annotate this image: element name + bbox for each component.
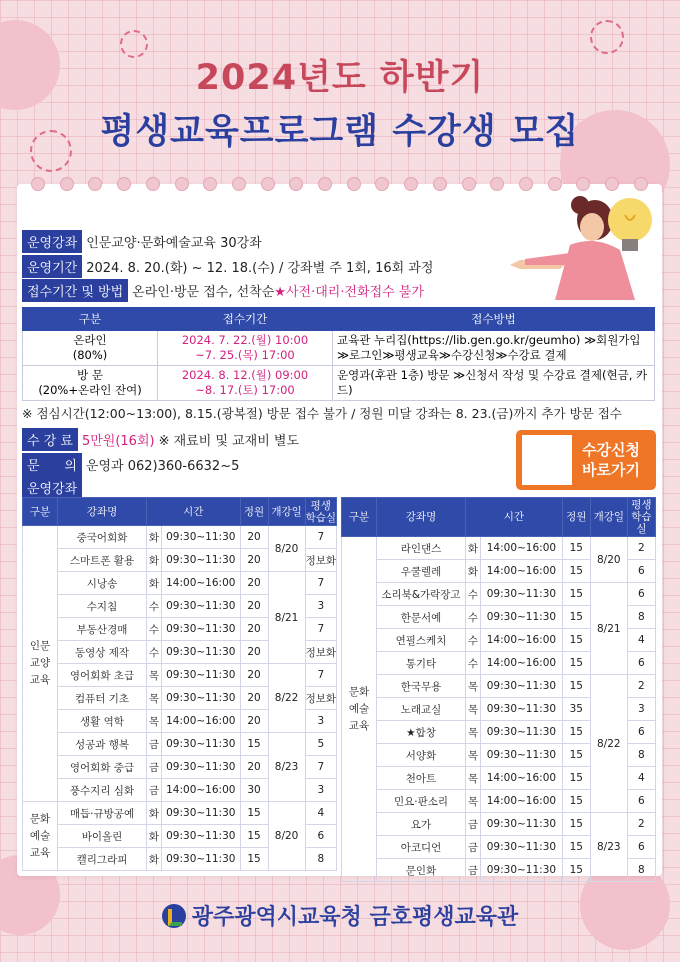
course-name: 부동산경매 (58, 618, 147, 641)
course-name: 한국무용 (377, 675, 466, 698)
course-capacity: 35 (562, 698, 590, 721)
course-room: 4 (627, 767, 655, 790)
schedule-header: 평생 학습실 (627, 498, 655, 537)
info-period-row (22, 255, 433, 278)
course-day: 화 (147, 825, 162, 848)
course-day: 목 (147, 710, 162, 733)
course-day: 금 (466, 836, 481, 859)
course-time: 09:30~11:30 (481, 859, 563, 882)
apply-shortcut-line2: 바로가기 (582, 461, 640, 479)
course-start-date: 8/22 (268, 664, 305, 733)
course-name: 풍수지리 심화 (58, 779, 147, 802)
course-day: 화 (147, 802, 162, 825)
course-start-date: 8/23 (268, 733, 305, 802)
course-room: 7 (305, 526, 336, 549)
schedule-header: 구분 (23, 498, 58, 526)
course-room: 6 (627, 583, 655, 606)
course-capacity: 15 (562, 606, 590, 629)
course-room: 6 (627, 721, 655, 744)
course-time: 09:30~11:30 (481, 698, 563, 721)
course-room: 8 (305, 848, 336, 871)
course-day: 목 (466, 767, 481, 790)
course-name: 노래교실 (377, 698, 466, 721)
table-row (342, 583, 656, 606)
course-day: 수 (466, 652, 481, 675)
course-capacity: 15 (562, 560, 590, 583)
course-start-date: 8/23 (590, 813, 627, 882)
course-room: 6 (627, 790, 655, 813)
course-time: 09:30~11:30 (162, 687, 241, 710)
course-room: 4 (627, 629, 655, 652)
schedule-header: 시간 (147, 498, 241, 526)
course-capacity: 20 (240, 549, 268, 572)
table-row (23, 733, 337, 756)
course-room: 정보화 (305, 641, 336, 664)
apply-period: 2024. 8. 12.(월) 09:00 ~8. 17.(토) 17:00 (158, 366, 333, 401)
course-time: 09:30~11:30 (162, 733, 241, 756)
course-start-date: 8/21 (590, 583, 627, 675)
course-room: 정보화 (305, 549, 336, 572)
decor-dotted-circle (590, 20, 624, 54)
apply-header: 접수방법 (333, 308, 655, 331)
method-tag: 접수기간 및 방법 (22, 279, 128, 302)
course-room: 3 (305, 710, 336, 733)
course-day: 목 (466, 790, 481, 813)
course-name: 동영상 제작 (58, 641, 147, 664)
course-name: 요가 (377, 813, 466, 836)
course-time: 09:30~11:30 (481, 813, 563, 836)
course-day: 화 (147, 848, 162, 871)
course-time: 09:30~11:30 (162, 756, 241, 779)
course-capacity: 15 (240, 733, 268, 756)
course-day: 수 (466, 583, 481, 606)
course-capacity: 15 (240, 802, 268, 825)
table-row (342, 813, 656, 836)
course-time: 09:30~11:30 (481, 836, 563, 859)
course-name: 매듭·규방공예 (58, 802, 147, 825)
course-capacity: 30 (240, 779, 268, 802)
contact-row (22, 453, 239, 476)
course-day: 목 (466, 675, 481, 698)
course-category: 인문 교양 교육 (23, 526, 58, 802)
course-room: 6 (627, 836, 655, 859)
course-name: 서양화 (377, 744, 466, 767)
course-start-date: 8/20 (268, 526, 305, 572)
course-time: 09:30~11:30 (162, 825, 241, 848)
course-time: 09:30~11:30 (481, 744, 563, 767)
course-name: 시낭송 (58, 572, 147, 595)
course-name: 아코디언 (377, 836, 466, 859)
education-office-logo-icon (162, 904, 186, 928)
course-capacity: 15 (562, 537, 590, 560)
course-table-left (22, 497, 337, 871)
course-table-right (341, 497, 656, 882)
course-name: 캘리그라피 (58, 848, 147, 871)
fee-value: 5만원(16회) (81, 434, 155, 449)
course-time: 09:30~11:30 (481, 675, 563, 698)
method-warning: ★사전·대리·전화접수 불가 (274, 285, 424, 300)
apply-shortcut-line1: 수강신청 (582, 441, 640, 459)
course-time: 14:00~16:00 (481, 560, 563, 583)
table-row (23, 572, 337, 595)
apply-method: 교육관 누리집(https://lib.gen.go.kr/geumho) ≫회원가입 ≫로그인≫평생교육≫수강신청≫수강료 결제 (333, 331, 655, 366)
fee-extra: ※ 재료비 및 교재비 별도 (158, 434, 300, 449)
course-room: 3 (627, 698, 655, 721)
schedule-header: 정원 (562, 498, 590, 537)
apply-type: 방 문 (20%+온라인 잔여) (23, 366, 158, 401)
schedule-header: 평생 학습실 (305, 499, 336, 524)
course-time: 09:30~11:30 (162, 595, 241, 618)
course-room: 2 (627, 813, 655, 836)
application-table (22, 307, 655, 401)
table-row (23, 331, 655, 366)
schedule-header: 강좌명 (58, 498, 147, 526)
table-row (23, 664, 337, 687)
course-day: 목 (466, 744, 481, 767)
course-time: 14:00~16:00 (162, 572, 241, 595)
course-capacity: 15 (562, 813, 590, 836)
course-capacity: 15 (240, 848, 268, 871)
course-day: 목 (147, 664, 162, 687)
course-room: 7 (305, 618, 336, 641)
course-name: 통기타 (377, 652, 466, 675)
course-name: 중국어회화 (58, 526, 147, 549)
course-day: 금 (147, 779, 162, 802)
contact-tag: 문 의 (22, 453, 82, 476)
fee-row (22, 428, 299, 451)
course-day: 목 (466, 698, 481, 721)
course-room: 8 (627, 859, 655, 882)
course-capacity: 20 (240, 526, 268, 549)
apply-shortcut-label (582, 440, 640, 480)
info-method-row (22, 279, 424, 302)
course-room: 2 (627, 537, 655, 560)
course-capacity: 20 (240, 595, 268, 618)
course-category: 문화 예술 교육 (342, 537, 377, 882)
course-start-date: 8/21 (268, 572, 305, 664)
course-room: 7 (305, 756, 336, 779)
course-room: 4 (305, 802, 336, 825)
course-room: 3 (305, 779, 336, 802)
course-name: 바이올린 (58, 825, 147, 848)
course-time: 09:30~11:30 (481, 721, 563, 744)
title-main: 평생교육프로그램 수강생 모집 (100, 112, 580, 152)
course-name: 스마트폰 활용 (58, 549, 147, 572)
course-time: 14:00~16:00 (481, 652, 563, 675)
schedule-header: 정원 (240, 498, 268, 526)
course-day: 화 (147, 572, 162, 595)
course-day: 금 (147, 756, 162, 779)
course-capacity: 15 (562, 836, 590, 859)
notice-text: ※ 점심시간(12:00~13:00), 8.15.(광복절) 방문 접수 불가 / 정원 미달 강좌는 8. 23.(금)까지 추가 방문 접수 (22, 406, 622, 421)
course-time: 09:30~11:30 (481, 583, 563, 606)
course-day: 수 (147, 618, 162, 641)
course-name: 영어회화 중급 (58, 756, 147, 779)
schedule-header: 구분 (342, 498, 377, 537)
course-capacity: 20 (240, 572, 268, 595)
course-name: ★합창 (377, 721, 466, 744)
course-name: 민요·판소리 (377, 790, 466, 813)
course-capacity: 15 (562, 583, 590, 606)
course-capacity: 15 (562, 721, 590, 744)
period-text: 2024. 8. 20.(화) ~ 12. 18.(수) / 강좌별 주 1회, 16회 과정 (86, 261, 434, 276)
course-day: 화 (147, 549, 162, 572)
apply-period: 2024. 7. 22.(월) 10:00 ~7. 25.(목) 17:00 (158, 331, 333, 366)
course-name: 천아트 (377, 767, 466, 790)
course-time: 09:30~11:30 (162, 641, 241, 664)
course-room: 6 (627, 652, 655, 675)
course-room: 3 (305, 595, 336, 618)
course-room: 7 (305, 572, 336, 595)
course-name: 한문서예 (377, 606, 466, 629)
course-day: 금 (466, 813, 481, 836)
table-row (342, 537, 656, 560)
course-day: 수 (147, 595, 162, 618)
footer-org-name: 광주광역시교육청 금호평생교육관 (191, 905, 519, 930)
course-day: 수 (466, 629, 481, 652)
course-day: 목 (147, 687, 162, 710)
course-day: 화 (147, 526, 162, 549)
course-time: 14:00~16:00 (481, 629, 563, 652)
course-time: 09:30~11:30 (162, 664, 241, 687)
course-capacity: 20 (240, 641, 268, 664)
course-start-date: 8/22 (590, 675, 627, 813)
period-tag: 운영기간 (22, 255, 82, 278)
footer (0, 900, 680, 931)
course-capacity: 20 (240, 756, 268, 779)
course-room: 2 (627, 675, 655, 698)
course-room: 8 (627, 606, 655, 629)
course-name: 우쿨렐레 (377, 560, 466, 583)
course-time: 09:30~11:30 (481, 606, 563, 629)
course-capacity: 15 (562, 629, 590, 652)
course-name: 문인화 (377, 859, 466, 882)
schedule-tag: 운영강좌 (22, 476, 82, 499)
course-capacity: 15 (562, 790, 590, 813)
course-capacity: 15 (240, 825, 268, 848)
course-day: 금 (466, 859, 481, 882)
apply-header: 접수기간 (158, 308, 333, 331)
course-room: 정보화 (305, 687, 336, 710)
course-time: 14:00~16:00 (162, 710, 241, 733)
course-time: 09:30~11:30 (162, 618, 241, 641)
course-name: 소리북&가락장고 (377, 583, 466, 606)
apply-header: 구분 (23, 308, 158, 331)
course-time: 14:00~16:00 (481, 790, 563, 813)
schedule-row (22, 476, 86, 499)
course-time: 14:00~16:00 (481, 767, 563, 790)
course-day: 화 (466, 537, 481, 560)
course-room: 6 (627, 560, 655, 583)
course-day: 목 (466, 721, 481, 744)
course-time: 14:00~16:00 (162, 779, 241, 802)
course-start-date: 8/20 (268, 802, 305, 871)
apply-method: 운영과(후관 1층) 방문 ≫신청서 작성 및 수강료 결제(현금, 카드) (333, 366, 655, 401)
method-text: 온라인·방문 접수, 선착순 (132, 285, 275, 300)
course-room: 5 (305, 733, 336, 756)
course-capacity: 20 (240, 618, 268, 641)
course-capacity: 20 (240, 710, 268, 733)
course-text: 인문교양·문화예술교육 30강좌 (86, 236, 262, 251)
course-time: 09:30~11:30 (162, 802, 241, 825)
contact-text: 운영과 062)360-6632~5 (85, 459, 240, 474)
schedule-header: 개강일 (590, 498, 627, 537)
course-capacity: 20 (240, 687, 268, 710)
table-row (23, 802, 337, 825)
apply-type: 온라인 (80%) (23, 331, 158, 366)
course-capacity: 15 (562, 767, 590, 790)
course-time: 14:00~16:00 (481, 537, 563, 560)
fee-tag: 수 강 료 (22, 428, 78, 451)
course-day: 수 (466, 606, 481, 629)
course-category: 문화 예술 교육 (23, 802, 58, 871)
course-time: 09:30~11:30 (162, 549, 241, 572)
woman-lightbulb-illustration (500, 165, 670, 300)
table-row (23, 366, 655, 401)
qr-code-icon[interactable] (522, 435, 572, 485)
course-capacity: 15 (562, 652, 590, 675)
table-row (23, 526, 337, 549)
course-name: 수지침 (58, 595, 147, 618)
course-day: 화 (466, 560, 481, 583)
course-name: 생활 역학 (58, 710, 147, 733)
schedule-header: 강좌명 (377, 498, 466, 537)
course-room: 6 (305, 825, 336, 848)
course-day: 수 (147, 641, 162, 664)
course-name: 영어회화 초급 (58, 664, 147, 687)
course-capacity: 20 (240, 664, 268, 687)
course-capacity: 15 (562, 744, 590, 767)
course-name: 컴퓨터 기초 (58, 687, 147, 710)
course-start-date: 8/20 (590, 537, 627, 583)
table-row (342, 675, 656, 698)
course-tag: 운영강좌 (22, 230, 82, 253)
course-room: 7 (305, 664, 336, 687)
course-day: 금 (147, 733, 162, 756)
course-room: 8 (627, 744, 655, 767)
course-name: 라인댄스 (377, 537, 466, 560)
schedule-header: 개강일 (268, 498, 305, 526)
title-year: 2024년도 하반기 (195, 58, 485, 98)
info-course-row (22, 230, 262, 253)
course-capacity: 15 (562, 859, 590, 882)
course-capacity: 15 (562, 675, 590, 698)
schedule-header: 시간 (466, 498, 563, 537)
course-time: 09:30~11:30 (162, 848, 241, 871)
course-name: 연필스케치 (377, 629, 466, 652)
apply-shortcut-button[interactable] (516, 430, 656, 490)
course-name: 성공과 행복 (58, 733, 147, 756)
course-time: 09:30~11:30 (162, 526, 241, 549)
